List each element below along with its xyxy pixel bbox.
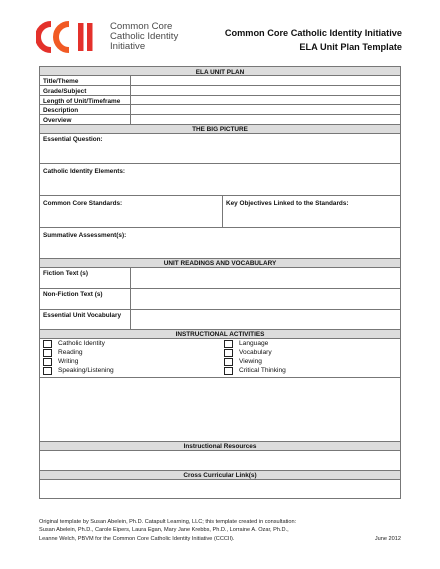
field-label: Title/Theme xyxy=(43,78,79,85)
ccii-logo xyxy=(36,20,178,54)
document-header xyxy=(0,0,440,62)
field-instructional-resources[interactable] xyxy=(40,451,400,471)
field-essential-question[interactable] xyxy=(40,134,400,164)
section-title: Cross Curricular Link(s) xyxy=(183,472,257,480)
section-header-readings-vocabulary xyxy=(40,259,400,268)
field-row-nonfiction-text[interactable] xyxy=(40,289,400,310)
checkbox-label: Reading xyxy=(58,349,83,357)
checkbox-vocabulary[interactable] xyxy=(224,349,233,357)
field-label: Essential Question: xyxy=(43,135,103,143)
field-label: Description xyxy=(43,107,79,115)
footer-credit-line-3: Leanne Welch, PBVM for the Common Core Catholic Identity Initiative (CCCII). xyxy=(39,535,235,542)
field-row-overview[interactable] xyxy=(40,115,400,125)
field-label: Essential Unit Vocabulary xyxy=(43,311,122,319)
section-title: THE BIG PICTURE xyxy=(192,126,248,134)
checkbox-critical-thinking[interactable] xyxy=(224,367,233,375)
logo-wordmark xyxy=(110,22,178,52)
checkbox-label: Writing xyxy=(58,358,79,366)
ccii-logo-mark xyxy=(36,20,106,54)
field-row-fiction-text[interactable] xyxy=(40,268,400,289)
checkbox-language[interactable] xyxy=(224,340,233,348)
field-row-essential-vocabulary[interactable] xyxy=(40,310,400,330)
unit-plan-form xyxy=(39,66,401,499)
section-title: Instructional Resources xyxy=(183,443,257,451)
field-row-length-timeframe[interactable] xyxy=(40,96,400,106)
checkbox-writing[interactable] xyxy=(43,358,52,366)
activity-checklist xyxy=(40,339,400,378)
checkbox-label: Language xyxy=(239,340,269,348)
field-label-key-objectives: Key Objectives Linked to the Standards: xyxy=(226,199,349,207)
field-label: Fiction Text (s) xyxy=(43,269,88,277)
title-line-1: Common Core Catholic Identity Initiative xyxy=(224,28,402,38)
logo-line-3: Initiative xyxy=(110,41,146,52)
checkbox-viewing[interactable] xyxy=(224,358,233,366)
logo-line-2: Catholic Identity xyxy=(110,31,179,42)
field-label: Overview xyxy=(43,117,72,125)
document-title xyxy=(225,26,402,54)
field-row-title-theme[interactable] xyxy=(40,76,400,86)
field-label: Summative Assessment(s): xyxy=(43,231,127,239)
section-title: INSTRUCTIONAL ACTIVITIES xyxy=(175,331,265,339)
checkbox-label: Speaking/Listening xyxy=(58,367,114,375)
section-header-cross-curricular-links xyxy=(40,471,400,480)
checkbox-speaking-listening[interactable] xyxy=(43,367,52,375)
field-summative-assessment[interactable] xyxy=(40,228,400,259)
field-label: Grade/Subject xyxy=(43,87,87,95)
section-title: UNIT READINGS AND VOCABULARY xyxy=(163,260,277,268)
field-catholic-identity-elements[interactable] xyxy=(40,164,400,196)
field-row-description[interactable] xyxy=(40,105,400,115)
document-footer xyxy=(39,518,401,543)
field-cross-curricular-links[interactable] xyxy=(40,480,400,499)
field-label: Catholic Identity Elements: xyxy=(43,167,126,175)
checkbox-label: Catholic Identity xyxy=(58,340,105,348)
field-label: Non-Fiction Text (s) xyxy=(43,290,103,298)
title-line-2: ELA Unit Plan Template xyxy=(299,42,402,52)
field-row-grade-subject[interactable] xyxy=(40,86,400,96)
checkbox-label: Critical Thinking xyxy=(239,367,286,375)
checkbox-catholic-identity[interactable] xyxy=(43,340,52,348)
footer-credit-line-2: Susan Abelein, Ph.D., Carole Eipers, Laura Egan, Mary Jane Krebbs, Ph.D., Lorraine A. Ozar, Ph.D., xyxy=(39,527,289,534)
checkbox-label: Viewing xyxy=(239,358,262,366)
logo-line-1: Common Core xyxy=(110,21,173,32)
field-label: Length of Unit/Timeframe xyxy=(43,97,121,105)
section-header-instructional-resources xyxy=(40,442,400,451)
field-standards-objectives xyxy=(40,196,400,228)
section-header-ela-unit-plan xyxy=(40,67,400,76)
checkbox-reading[interactable] xyxy=(43,349,52,357)
section-header-instructional-activities xyxy=(40,330,400,339)
section-header-big-picture xyxy=(40,125,400,134)
footer-date: June 2012 xyxy=(374,535,401,542)
section-title: ELA UNIT PLAN xyxy=(195,68,245,76)
field-label-common-core-standards: Common Core Standards: xyxy=(43,199,123,207)
footer-credit-line-1: Original template by Susan Abelein, Ph.D. Catapult Learning, LLC; this template created in consultation: xyxy=(39,519,297,525)
checkbox-label: Vocabulary xyxy=(239,349,272,357)
field-activities-notes[interactable] xyxy=(40,378,400,442)
